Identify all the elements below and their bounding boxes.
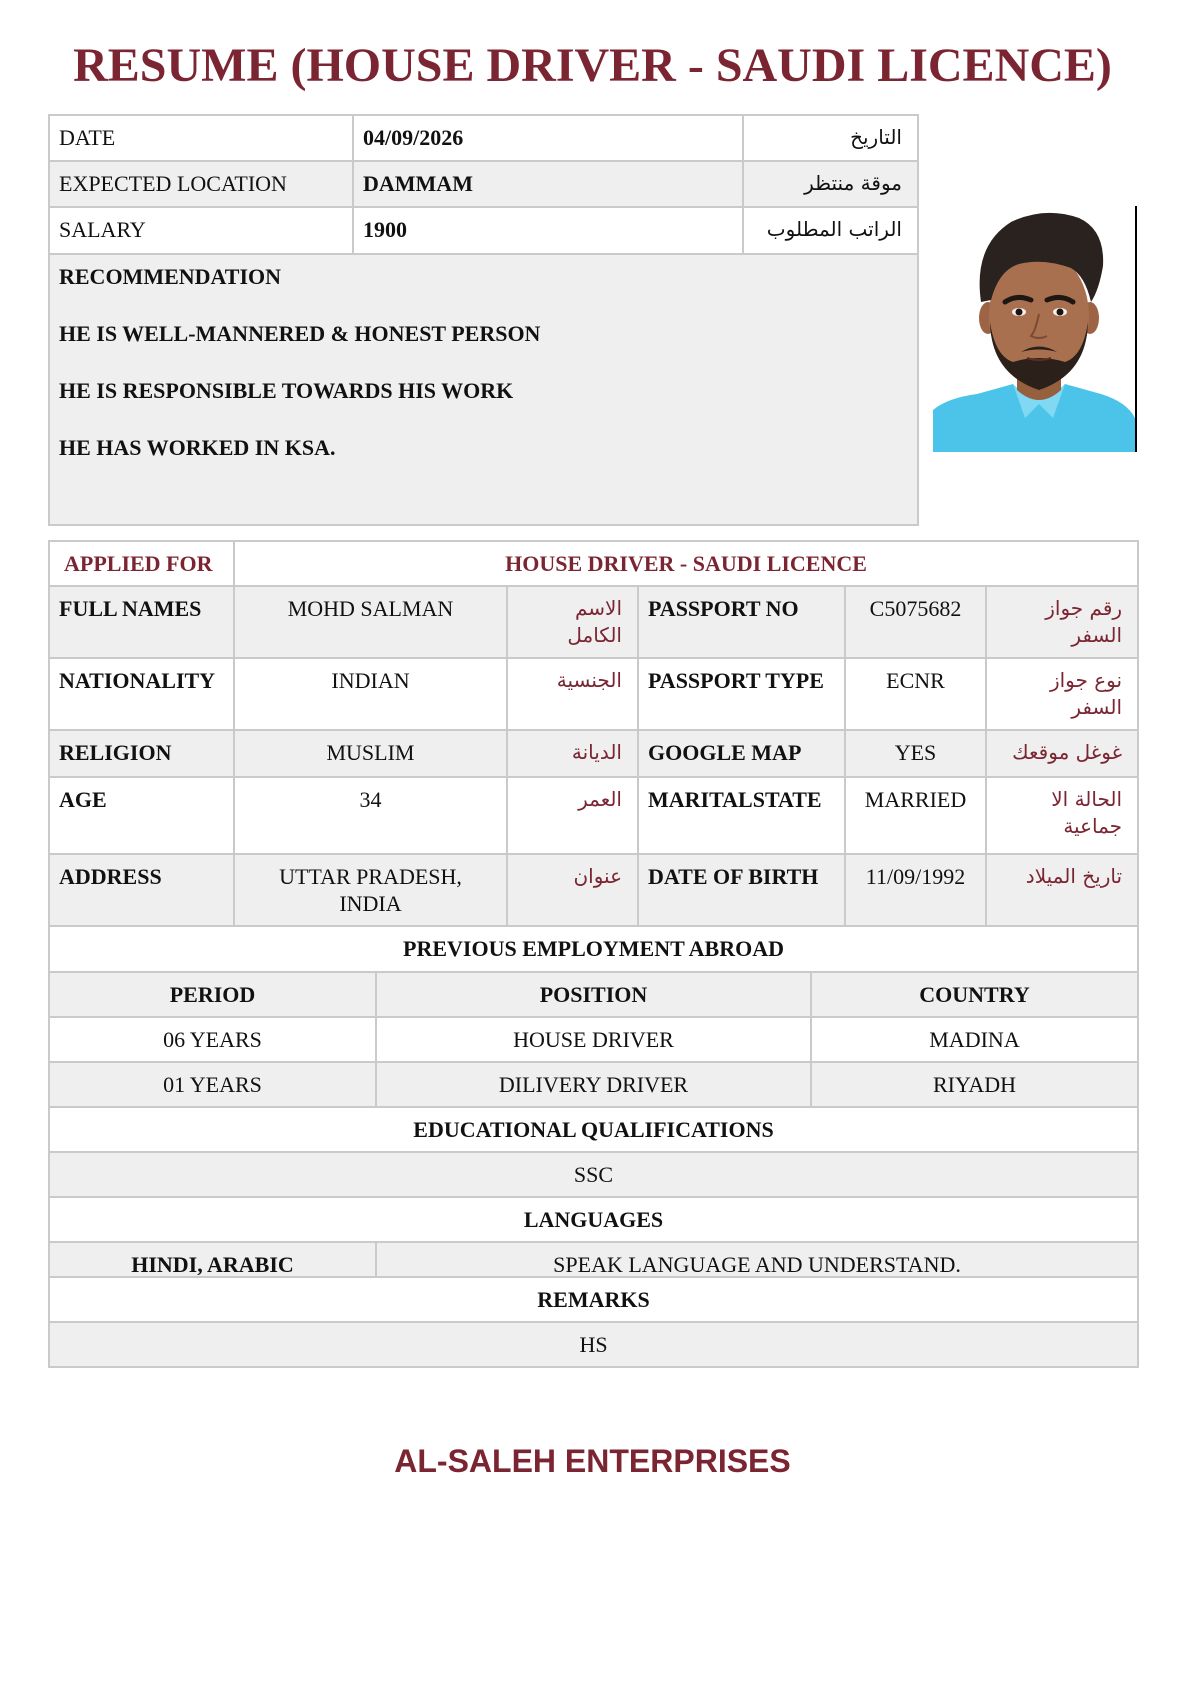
date-label: DATE [49,115,353,161]
passport-no-value: C5075682 [845,586,986,658]
remarks-heading: REMARKS [49,1277,1138,1322]
photo-pupil [1016,309,1023,316]
remarks-row [49,1322,1138,1367]
applied-for-value: HOUSE DRIVER - SAUDI LICENCE [234,541,1138,586]
date-of-birth-label: DATE OF BIRTH [638,854,845,926]
employment-position: HOUSE DRIVER [376,1017,811,1062]
education-heading: EDUCATIONAL QUALIFICATIONS [49,1107,1138,1152]
personal-row [49,854,1138,926]
google-map-label: GOOGLE MAP [638,730,845,777]
employment-heading: PREVIOUS EMPLOYMENT ABROAD [49,926,1138,972]
passport-type-value: ECNR [845,658,986,730]
passport-type-label: PASSPORT TYPE [638,658,845,730]
employment-row [49,1017,1138,1062]
column-header-period: PERIOD [49,972,376,1017]
employment-heading-row [49,926,1138,972]
applied-for-row [49,541,1138,586]
column-header-country: COUNTRY [811,972,1138,1017]
full-names-arabic-label: الاسم الكامل [507,586,638,658]
personal-row [49,586,1138,658]
education-value: SSC [49,1152,1138,1197]
expected-location-label: EXPECTED LOCATION [49,161,353,207]
passport-no-arabic-label: رقم جواز السفر [986,586,1138,658]
recommendation-row [49,254,918,525]
employment-position: DILIVERY DRIVER [376,1062,811,1107]
expected-location-value: DAMMAM [353,161,743,207]
employment-period: 06 YEARS [49,1017,376,1062]
salary-row [49,207,918,254]
date-arabic-label: التاريخ [743,115,918,161]
remarks-value: HS [49,1322,1138,1367]
photo-pupil [1057,309,1064,316]
age-label: AGE [49,777,234,854]
photo-border-line [1135,206,1137,452]
employment-country: MADINA [811,1017,1138,1062]
marital-state-arabic-label: الحالة الا جماعية [986,777,1138,854]
applied-for-label: APPLIED FOR [49,541,234,586]
date-value: 04/09/2026 [353,115,743,161]
religion-value: MUSLIM [234,730,507,777]
passport-type-arabic-label: نوع جواز السفر [986,658,1138,730]
google-map-arabic-label: غوغل موقعك [986,730,1138,777]
nationality-value: INDIAN [234,658,507,730]
marital-state-value: MARRIED [845,777,986,854]
personal-row [49,730,1138,777]
marital-state-label: MARITALSTATE [638,777,845,854]
date-of-birth-arabic-label: تاريخ الميلاد [986,854,1138,926]
address-value: UTTAR PRADESH, INDIA [234,854,507,926]
employment-education-table [48,925,1139,1288]
salary-arabic-label: الراتب المطلوب [743,207,918,254]
address-arabic-label: عنوان [507,854,638,926]
google-map-value: YES [845,730,986,777]
full-names-value: MOHD SALMAN [234,586,507,658]
nationality-label: NATIONALITY [49,658,234,730]
recommendation-line: HE IS WELL-MANNERED & HONEST PERSON [59,321,541,346]
age-arabic-label: العمر [507,777,638,854]
age-value: 34 [234,777,507,854]
recommendation-line: HE HAS WORKED IN KSA. [59,435,336,460]
employment-period: 01 YEARS [49,1062,376,1107]
recommendation-heading: RECOMMENDATION [59,264,282,289]
resume-title: RESUME (HOUSE DRIVER - SAUDI LICENCE) [73,39,1112,92]
passport-no-label: PASSPORT NO [638,586,845,658]
religion-arabic-label: الديانة [507,730,638,777]
employment-header-row [49,972,1138,1017]
summary-table [48,114,919,526]
religion-label: RELIGION [49,730,234,777]
full-names-label: FULL NAMES [49,586,234,658]
date-row [49,115,918,161]
expected-location-arabic-label: موقة منتظر [743,161,918,207]
education-row [49,1152,1138,1197]
languages-heading: LANGUAGES [49,1197,1138,1242]
recommendation-cell [49,254,918,525]
nationality-arabic-label: الجنسية [507,658,638,730]
education-heading-row [49,1107,1138,1152]
remarks-table [48,1276,1139,1368]
personal-details-table [48,540,1139,927]
languages-proficiency: SPEAK LANGUAGE AND UNDERSTAND. [376,1242,1138,1287]
company-name: AL-SALEH ENTERPRISES [394,1443,791,1479]
candidate-photo [933,206,1137,452]
languages-spoken: HINDI, ARABIC [49,1242,376,1287]
employment-row [49,1062,1138,1107]
employment-country: RIYADH [811,1062,1138,1107]
recommendation-line: HE IS RESPONSIBLE TOWARDS HIS WORK [59,378,514,403]
details-section [48,540,1137,1288]
date-of-birth-value: 11/09/1992 [845,854,986,926]
expected-location-row [49,161,918,207]
salary-label: SALARY [49,207,353,254]
personal-row [49,658,1138,730]
languages-heading-row [49,1197,1138,1242]
remarks-heading-row [49,1277,1138,1322]
address-label: ADDRESS [49,854,234,926]
personal-row [49,777,1138,854]
column-header-position: POSITION [376,972,811,1017]
salary-value: 1900 [353,207,743,254]
